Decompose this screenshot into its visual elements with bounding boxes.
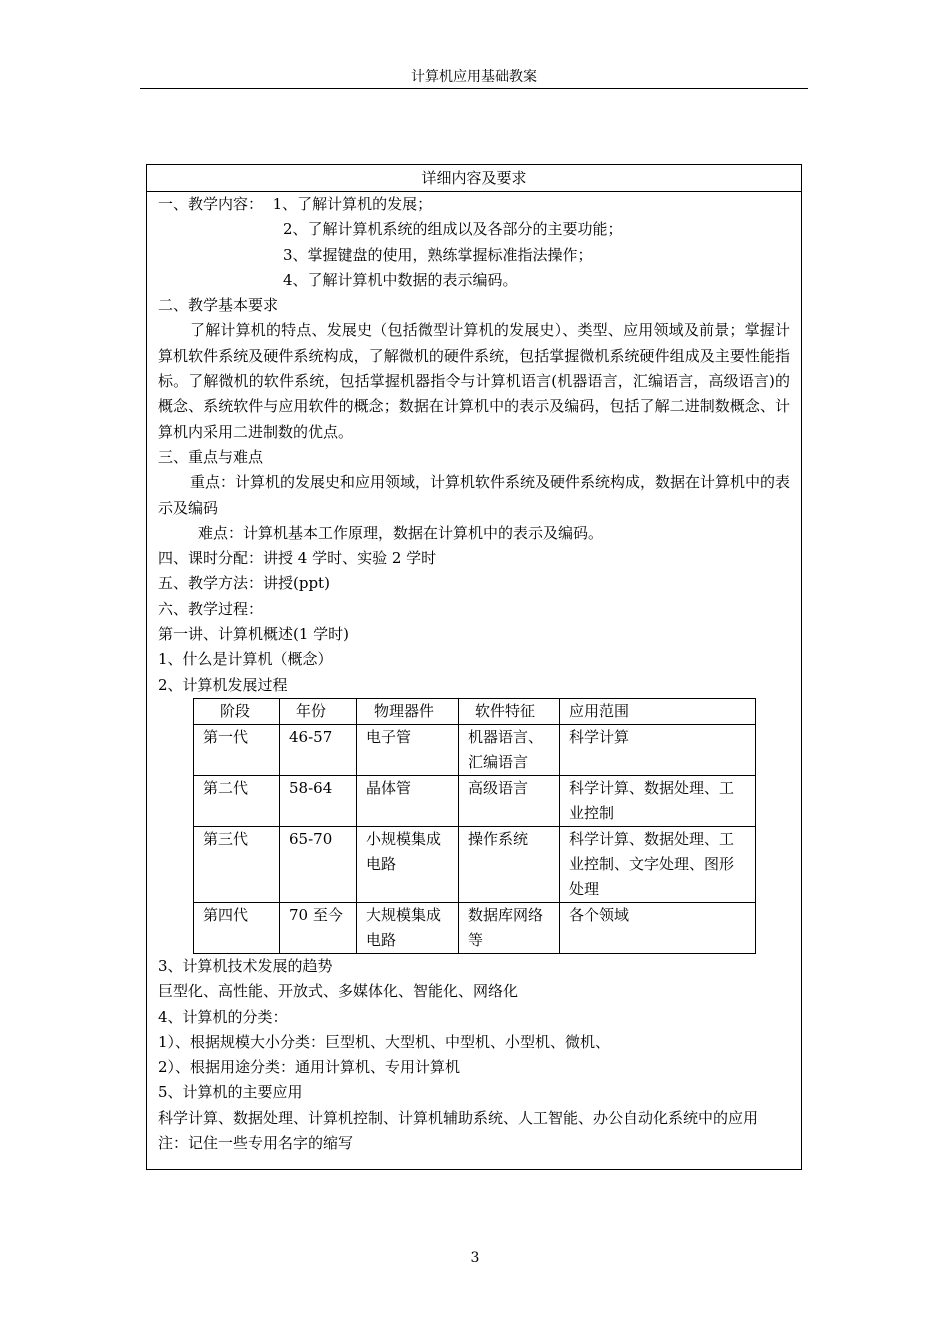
table-cell: 70 至今 [280, 902, 357, 953]
table-cell: 晶体管 [357, 775, 459, 826]
note: 注：记住一些专用名字的缩写 [158, 1134, 354, 1153]
teaching-content-item: 4、了解计算机中数据的表示编码。 [283, 270, 518, 289]
table-cell: 65-70 [280, 826, 357, 902]
table-cell: 58-64 [280, 775, 357, 826]
table-cell: 第一代 [194, 724, 280, 775]
teaching-content-label: 一、教学内容： [158, 195, 264, 213]
table-cell: 数据库网络等 [459, 902, 560, 953]
teaching-content-item: 1、了解计算机的发展； [272, 195, 433, 213]
point-4: 4、计算机的分类： [158, 1007, 288, 1026]
teaching-content-row [158, 192, 790, 217]
key-points-text: 重点：计算机的发展史和应用领域，计算机软件系统及硬件系统构成，数据在计算机中的表示及编码 [158, 473, 791, 517]
point-3-text: 巨型化、高性能、开放式、多媒体化、智能化、网络化 [158, 982, 519, 1001]
header-rule [140, 88, 808, 89]
content-body [147, 192, 801, 1156]
point-2: 2、计算机发展过程 [158, 675, 288, 694]
table-cell: 第二代 [194, 775, 280, 826]
teaching-content-item: 3、掌握键盘的使用，熟练掌握标准指法操作； [283, 245, 593, 264]
header-title: 计算机应用基础教案 [411, 69, 537, 85]
point-3: 3、计算机技术发展的趋势 [158, 956, 333, 975]
table-row [194, 775, 756, 826]
table-header-cell: 应用范围 [560, 698, 756, 724]
requirements-title: 二、教学基本要求 [158, 296, 279, 315]
point-5: 5、计算机的主要应用 [158, 1083, 303, 1102]
table-cell: 小规模集成电路 [357, 826, 459, 902]
table-cell: 第四代 [194, 902, 280, 953]
table-cell: 科学计算、数据处理、工业控制 [560, 775, 756, 826]
table-cell: 科学计算 [560, 724, 756, 775]
table-header-cell: 软件特征 [459, 698, 560, 724]
generations-table [193, 698, 756, 954]
table-row [194, 724, 756, 775]
point-1: 1、什么是计算机（概念） [158, 650, 333, 669]
table-cell: 科学计算、数据处理、工业控制、文字处理、图形处理 [560, 826, 756, 902]
table-row [194, 826, 756, 902]
table-cell: 各个领域 [560, 902, 756, 953]
table-header-row [194, 698, 756, 724]
teaching-method: 五、教学方法：讲授(ppt) [158, 574, 330, 593]
table-cell: 高级语言 [459, 775, 560, 826]
table-cell: 第三代 [194, 826, 280, 902]
key-points-title: 三、重点与难点 [158, 447, 264, 466]
section-title: 详细内容及要求 [147, 165, 801, 192]
requirements-paragraph: 了解计算机的特点、发展史（包括微型计算机的发展史）、类型、应用领域及前景；掌握计算机软件系统及硬件系统构成，了解微机的硬件系统，包括掌握微机系统硬件组成及主要性能指标。了解微机的软件系统，包括掌握机器指令与计算机语言(机器语言，汇编语言，高级语言)的概念、系统软件与应用软件的概念；数据在计算机中的表示及编码，包括了解二进制数概念、计算机内采用二进制数的优点。 [158, 321, 790, 441]
table-header-cell: 阶段 [194, 698, 280, 724]
page-number: 3 [470, 1250, 480, 1266]
table-row [194, 902, 756, 953]
table-cell: 操作系统 [459, 826, 560, 902]
content-table [146, 164, 802, 1170]
table-header-cell: 年份 [280, 698, 357, 724]
point-4-a: 1）、根据规模大小分类：巨型机、大型机、中型机、小型机、微机、 [158, 1032, 611, 1051]
difficult-points-text: 难点：计算机基本工作原理，数据在计算机中的表示及编码。 [198, 523, 604, 542]
table-cell: 46-57 [280, 724, 357, 775]
teaching-process-title: 六、教学过程： [158, 599, 264, 618]
point-4-b: 2）、根据用途分类：通用计算机、专用计算机 [158, 1058, 461, 1077]
lecture-title: 第一讲、计算机概述(1 学时) [158, 625, 350, 644]
hours-allocation: 四、课时分配：讲授 4 学时、实验 2 学时 [158, 549, 437, 568]
table-cell: 电子管 [357, 724, 459, 775]
teaching-content-item: 2、了解计算机系统的组成以及各部分的主要功能； [283, 220, 623, 239]
point-5-text: 科学计算、数据处理、计算机控制、计算机辅助系统、人工智能、办公自动化系统中的应用 [158, 1108, 759, 1127]
table-cell: 机器语言、汇编语言 [459, 724, 560, 775]
table-cell: 大规模集成电路 [357, 902, 459, 953]
table-header-cell: 物理器件 [357, 698, 459, 724]
